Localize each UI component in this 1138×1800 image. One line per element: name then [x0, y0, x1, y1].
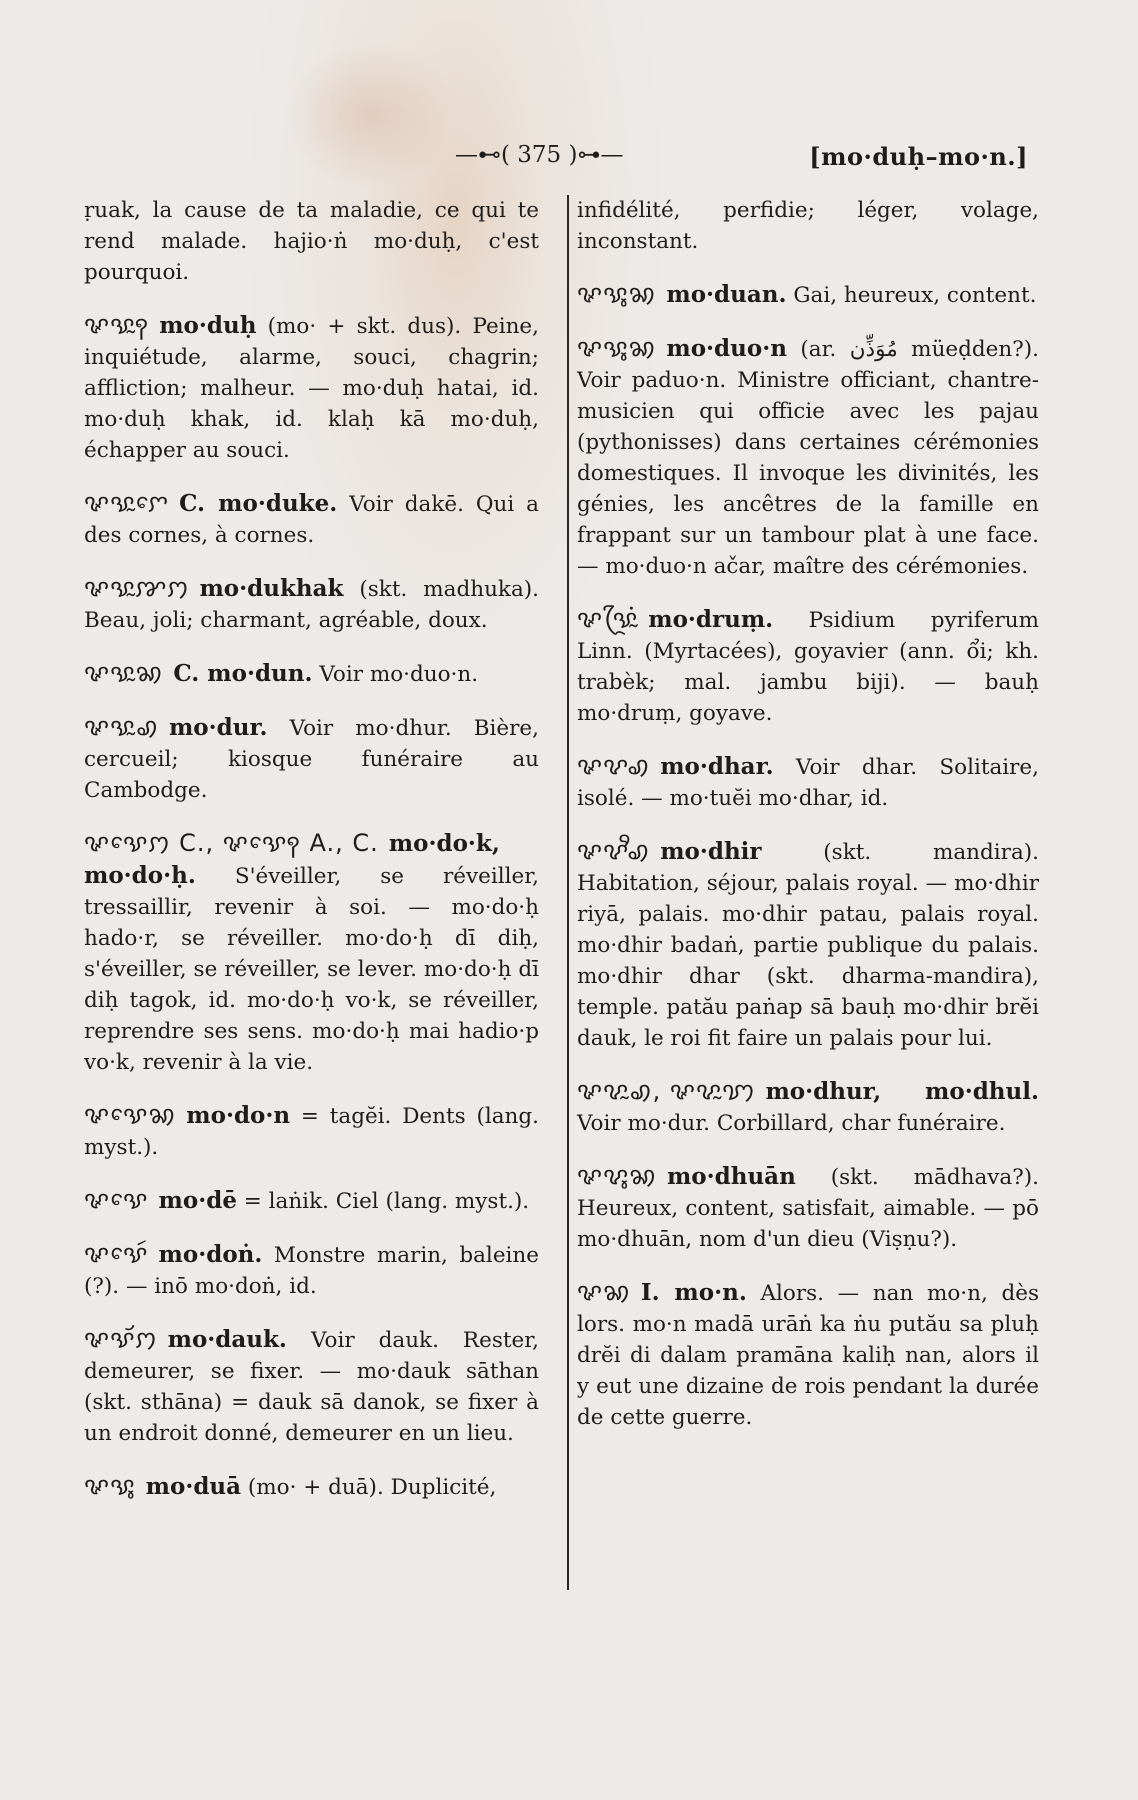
- headword: mo·dhar.: [660, 753, 774, 780]
- definition: Psidium pyriferum Linn. (Myrtacées), goyavier (ann. ổi; kh. trabèk; mal. jambu biji). — bauḥ mo·druṃ, goyave.: [577, 608, 1039, 726]
- definition: = laṅik. Ciel (lang. myst.).: [243, 1189, 530, 1214]
- headword: mo·duā: [145, 1473, 242, 1500]
- headword: mo·doṅ.: [158, 1241, 263, 1268]
- definition: = tagĕi. Dents (lang. myst.).: [84, 1104, 539, 1160]
- dictionary-entry: [84, 195, 539, 288]
- headword: mo·dukhak: [199, 575, 344, 602]
- headword: mo·dē: [158, 1187, 237, 1214]
- dictionary-entry: [577, 1277, 1039, 1433]
- page-header: [0, 142, 1138, 182]
- definition: Monstre marin, baleine (?). — inō mo·doṅ, id.: [84, 1243, 539, 1299]
- right-column: [577, 195, 1039, 1455]
- headword: C. mo·dun.: [173, 660, 313, 687]
- definition: (ar. مُوَذِّن müeḍden?). Voir paduo·n. Ministre officiant, chantre-musicien qui officie avec les pajau (pythonisses) dans certaines cérémonies domestiques. Il invoque les divinités, les génies, les ancêtres de la famille en frappant sur un tambour plat à une face. — mo·duo·n ačar, maître des cérémonies.: [577, 337, 1039, 579]
- dictionary-entry: [84, 1471, 539, 1503]
- dictionary-entry: [577, 195, 1039, 257]
- headword: mo·dhur, mo·dhul.: [765, 1078, 1039, 1105]
- dictionary-entry: [84, 712, 539, 806]
- left-column: [84, 195, 539, 1525]
- dictionary-entry: [577, 1076, 1039, 1139]
- definition: (mo· + duā). Duplicité,: [247, 1475, 497, 1500]
- cham-script: ꨟꨕꨯꩀ C., ꨟꨕꨯꩍ A., C.: [84, 829, 379, 857]
- dictionary-entry: [84, 1239, 539, 1302]
- dictionary-entry: [84, 658, 539, 690]
- cham-script: ꨟꨖꨪꩉ: [577, 837, 651, 865]
- definition: ṛuak, la cause de ta maladie, ce qui te rend malade. hajio·ṅ mo·duḥ, c'est pourquoi.: [84, 198, 539, 285]
- cham-script: ꨟꨕꨯꩃ: [84, 1240, 149, 1268]
- dictionary-entry: [577, 279, 1039, 311]
- headword: mo·druṃ.: [648, 606, 774, 633]
- definition: Voir dakē. Qui a des cornes, à cornes.: [84, 492, 539, 548]
- cham-script: ꨟꨕꨯꩆ: [84, 1101, 177, 1129]
- dictionary-entry: [84, 310, 539, 466]
- headword: mo·duḥ: [159, 312, 257, 339]
- cham-script: ꨟꩆ: [577, 1278, 631, 1306]
- definition: infidélité, perfidie; léger, volage, inconstant.: [577, 198, 1039, 254]
- column-divider: [567, 195, 569, 1590]
- running-head: [mo·duḥ–mo·n.]: [809, 142, 1028, 171]
- cham-script: ꨟꨕꨭꩍ: [84, 311, 150, 339]
- headword: C. mo·duke.: [179, 490, 338, 517]
- headword: mo·duo·n: [666, 335, 787, 362]
- cham-script: ꨟꨖꩉ: [577, 752, 651, 780]
- cham-script: ꨟꨕꨶ: [84, 1472, 136, 1500]
- definition: (skt. mādhava?). Heureux, content, satisfait, aimable. — pō mo·dhuān, nom d'un dieu (Viṣṇu?).: [577, 1165, 1039, 1252]
- headword: mo·do·n: [186, 1102, 291, 1129]
- dictionary-entry: [577, 604, 1039, 729]
- cham-script: ꨟꨕꨶꩆ: [577, 280, 657, 308]
- cham-script: ꨟꨕꨭꩆ: [84, 659, 164, 687]
- cham-script: ꨟꨕꨭꩉ: [84, 713, 159, 741]
- page-number: —⊷( 375 )⊶—: [455, 142, 624, 168]
- dictionary-entry: [84, 488, 539, 551]
- definition: Alors. — nan mo·n, dès lors. mo·n madā urāṅ ka ṅu putău sa pluḥ drĕi di dalam pramāna kaliḥ nan, alors il y eut une dizaine de rois pendant la durée de cette guerre.: [577, 1281, 1039, 1430]
- definition: Voir dauk. Rester, demeurer, se fixer. — mo·dauk sāthan (skt. sthāna) = dauk sā danok, se fixer à un endroit donné, demeurer en un lieu.: [84, 1328, 539, 1446]
- headword: mo·dhuān: [666, 1163, 796, 1190]
- cham-script: ꨟꨖꨭꩉ, ꨟꨖꨭꩈ: [577, 1077, 756, 1105]
- definition: (mo· + skt. dus). Peine, inquiétude, alarme, souci, chagrin; affliction; malheur. — mo·duḥ hatai, id. mo·duḥ khak, id. klaḥ kā mo·duḥ, échapper au souci.: [84, 314, 539, 463]
- definition: Voir mo·duo·n.: [319, 662, 479, 687]
- headword: I. mo·n.: [640, 1279, 747, 1306]
- dictionary-entry: [577, 836, 1039, 1054]
- cham-script: ꨟꨕꨴꨭꩌ: [577, 605, 639, 633]
- cham-script: ꨟꨕꨯ: [84, 1186, 149, 1214]
- dictionary-entry: [84, 1185, 539, 1217]
- cham-script: ꨟꨕꨭꨇꩀ: [84, 574, 190, 602]
- headword: mo·do·k, mo·do·ḥ.: [84, 830, 500, 889]
- cham-script: ꨟꨖꨶꩆ: [577, 1162, 657, 1190]
- dictionary-entry: [577, 751, 1039, 814]
- definition: S'éveiller, se réveiller, tressaillir, revenir à soi. — mo·do·ḥ hado·r, se réveiller. mo·do·ḥ dī diḥ, s'éveiller, se réveiller, se lever. mo·do·ḥ dī diḥ tagok, id. mo·do·ḥ vo·k, se réveiller, reprendre ses sens. mo·do·ḥ mai hadio·p vo·k, revenir à la vie.: [84, 864, 539, 1075]
- dictionary-entry: [84, 573, 539, 636]
- dictionary-entry: [577, 1161, 1039, 1255]
- definition: Voir mo·dur. Corbillard, char funéraire.: [577, 1111, 1006, 1136]
- dictionary-entry: [577, 333, 1039, 582]
- headword: mo·dauk.: [167, 1326, 287, 1353]
- definition: Gai, heureux, content.: [793, 283, 1037, 308]
- cham-script: ꨟꨕꨭꨆꨯ: [84, 489, 170, 517]
- headword: mo·dhir: [660, 838, 762, 865]
- definition: Voir dhar. Solitaire, isolé. — mo·tuĕi mo·dhar, id.: [577, 755, 1039, 811]
- dictionary-entry: [84, 1324, 539, 1449]
- cham-script: ꨟꨕꨮꩀ: [84, 1325, 158, 1353]
- dictionary-entry: [84, 1100, 539, 1163]
- definition: (skt. mandira). Habitation, séjour, palais royal. — mo·dhir riyā, palais. mo·dhir patau, palais royal. mo·dhir badaṅ, partie publique du palais. mo·dhir dhar (skt. dharma-mandira), temple. patău paṅap sā bauḥ mo·dhir brĕi dauk, le roi fit faire un palais pour lui.: [577, 840, 1039, 1051]
- definition: (skt. madhuka). Beau, joli; charmant, agréable, doux.: [84, 577, 539, 633]
- definition: Voir mo·dhur. Bière, cercueil; kiosque funéraire au Cambodge.: [84, 716, 539, 803]
- cham-script: ꨟꨕꨶꩆ: [577, 334, 657, 362]
- headword: mo·dur.: [168, 714, 268, 741]
- dictionary-entry: [84, 828, 539, 1078]
- headword: mo·duan.: [666, 281, 787, 308]
